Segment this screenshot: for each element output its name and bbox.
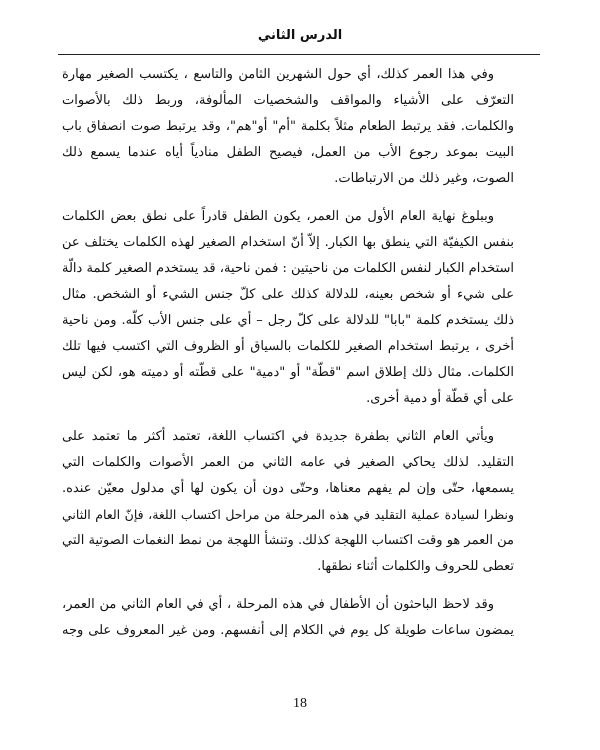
paragraph-2 (62, 204, 514, 412)
text-line: استخدام الكبار لنفس الكلمات من ناحيتين : فمن ناحية، قد يستخدم الصغير كلمة دالّة (62, 261, 514, 276)
text-line: الصوت، وغير ذلك من الارتباطات. (334, 171, 514, 186)
body-text (62, 62, 514, 656)
page-number: 18 (293, 696, 307, 711)
text-line: وقد لاحظ الباحثون أن الأطفال في هذه المرحلة ، أي في العام الثاني من العمر، (62, 597, 494, 612)
header-divider (58, 54, 540, 55)
text-line: الكلمات. مثال ذلك إطلاق اسم "قطّة" أو "دمية" على قطّته أو دميته هو، لكن ليس (62, 365, 514, 380)
paragraph-4 (62, 592, 514, 644)
text-line: البيت بموعد رجوع الأب من العمل، فيصيح الطفل منادياً أياه عندما يسمع ذلك (62, 145, 514, 160)
text-line: ونظرا لسيادة عملية التقليد في هذه المرحلة من مراحل اكتساب اللغة، فإنّ العام الثاني (62, 507, 514, 522)
text-line: وببلوغ نهاية العام الأول من العمر، يكون الطفل قادراً على نطق بعض الكلمات (62, 209, 494, 224)
text-line: التقليد. لذلك يحاكي الصغير في عامه الثاني من العمر الأصوات والكلمات التي (62, 455, 514, 470)
text-line: وفي هذا العمر كذلك، أي حول الشهرين الثامن والتاسع ، يكتسب الصغير مهارة (62, 67, 494, 82)
text-line: على أي قطّة أو دمية أخرى. (366, 391, 514, 406)
text-line: على شيء أو شخص بعينه، للدلالة كذلك على كلّ جنس الشيء أو الشخص. مثال (62, 287, 514, 302)
paragraph-1 (62, 62, 514, 192)
text-line: تعطى للحروف والكلمات أثناء نطقها. (317, 559, 514, 574)
text-line: يمضون ساعات طويلة كل يوم في الكلام إلى أنفسهم. ومن غير المعروف على وجه (62, 623, 514, 638)
text-line: التعرّف على الأشياء والمواقف والشخصيات المألوفة، وربط ذلك بالأصوات (62, 93, 514, 108)
text-line: من العمر هو وقت اكتساب اللهجة كذلك. وتنشأ اللهجة من نمط النغمات الصوتية التي (62, 533, 514, 548)
text-line: أخرى ، يرتبط استخدام الصغير للكلمات بالسياق أو الظروف التي اكتسب فيها تلك (62, 339, 514, 354)
text-line: بنفس الكيفيّة التي ينطق بها الكبار. إلاّ أنّ استخدام الصغير لهذه الكلمات يختلف عن (62, 235, 514, 250)
paragraph-3 (62, 424, 514, 580)
text-line: ويأتي العام الثاني بطفرة جديدة في اكتساب اللغة، تعتمد أكثر ما تعتمد على (62, 429, 494, 444)
text-line: ذلك يستخدم كلمة "بابا" للدلالة على كلّ رجل – أي على جنس الأب كلّه. ومن ناحية (62, 313, 514, 328)
text-line: يسمعها، حتّى وإن لم يفهم معناها، وحتّى دون أن يكون لها أي مدلول معيّن عنده. (62, 481, 514, 496)
lesson-title: الدرس الثاني (257, 28, 343, 43)
text-line: والكلمات. فقد يرتبط الطعام مثلاً بكلمة "أم" أو"هم"، وقد يرتبط صوت انصفاق باب (62, 119, 514, 134)
